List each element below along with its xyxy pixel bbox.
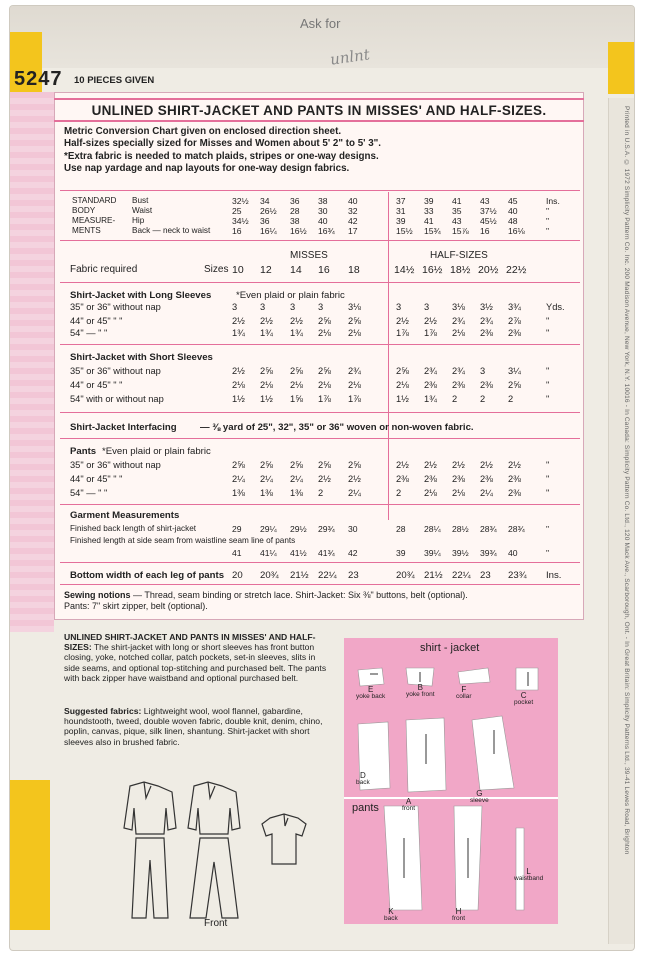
table-cell: 38 — [290, 216, 300, 226]
table-cell: 42 — [348, 216, 358, 226]
table-cell: 2½ — [396, 316, 409, 326]
table-cell: 1⅜ — [290, 488, 303, 498]
yardage-row-label: 54" with or without nap — [70, 394, 164, 404]
table-cell-unit: Yds. — [546, 302, 565, 312]
table-cell: 2⅝ — [260, 460, 273, 470]
table-cell: 36 — [260, 216, 270, 226]
table-cell: 41 — [232, 548, 242, 558]
piece-label-k — [384, 908, 398, 922]
table-cell: 45 — [508, 196, 518, 206]
short-sleeves-title: Shirt-Jacket with Short Sleeves — [70, 352, 213, 363]
piece-label-d — [356, 772, 370, 786]
yardage-row-label: 44" or 45" " " — [70, 474, 123, 484]
piece-letter: C — [520, 691, 527, 700]
table-cell: 2¾ — [348, 366, 361, 376]
table-cell: 15⅞ — [452, 226, 469, 236]
table-cell-unit: " — [546, 206, 550, 216]
table-rule — [60, 240, 580, 241]
table-cell-unit: " — [546, 460, 550, 470]
table-cell: 2⅜ — [452, 380, 465, 390]
yellow-tab-bottom-left — [10, 780, 50, 930]
table-cell: 1½ — [232, 394, 245, 404]
table-rule — [60, 344, 580, 345]
size-heading: 16½ — [422, 264, 443, 276]
table-cell: 2½ — [318, 474, 331, 484]
table-cell: 36 — [290, 196, 300, 206]
table-rule — [388, 192, 389, 520]
fabrics-heading: Suggested fabrics: — [64, 706, 142, 716]
piece-letter: H — [455, 907, 462, 916]
yardage-row-label: 44" or 45" " " — [70, 316, 123, 326]
measurement-label: MENTS — [72, 226, 101, 235]
measurement-label: BODY — [72, 206, 96, 215]
table-cell: 23 — [480, 570, 491, 581]
intro-line: Use nap yardage and nap layouts for one-way design fabrics. — [64, 163, 350, 175]
diagram-pants-label: pants — [352, 802, 379, 814]
table-cell: 23¾ — [508, 570, 527, 581]
table-cell: 3 — [480, 366, 486, 376]
table-cell: 2⅛ — [318, 328, 331, 338]
table-cell: 1½ — [396, 394, 409, 404]
table-cell: 2⅛ — [348, 328, 361, 338]
table-cell: 2⅝ — [318, 366, 331, 376]
table-cell: 1⅜ — [260, 488, 273, 498]
garment-description — [64, 632, 332, 683]
table-cell: 41¼ — [260, 548, 277, 558]
table-cell: 2½ — [424, 316, 437, 326]
table-cell: 3¼ — [508, 366, 521, 376]
publisher-fineprint: Printed in U.S.A. © 1972 Simplicity Pattern Co. Inc. 200 Madison Avenue, New York, N.Y. 10016 - In Canada: Simplicity Pattern Co. Ltd., 120 Mack Ave., Scarborough, Ont. - In Great Britain: Simplicity Patterns Ltd., 39-41 Lewes Road, Brighton — [623, 106, 630, 855]
long-sleeves-note: *Even plaid or plain fabric — [236, 290, 345, 301]
table-cell: 1½ — [260, 394, 273, 404]
table-cell: 3 — [424, 302, 430, 312]
piece-name: sleeve — [470, 797, 489, 804]
table-cell: 28½ — [452, 524, 469, 534]
piece-label-e — [356, 686, 385, 700]
table-cell: 3 — [396, 302, 402, 312]
garment-sketches — [110, 778, 330, 928]
table-cell: 42 — [348, 548, 358, 558]
table-cell: 21½ — [424, 570, 443, 581]
table-rule — [60, 190, 580, 191]
table-cell: 1⅞ — [348, 394, 361, 404]
table-cell: 2⅜ — [508, 488, 521, 498]
table-cell: 21½ — [290, 570, 309, 581]
flap-text: Ask for — [300, 16, 341, 31]
handwritten-note: unlnt — [328, 45, 371, 69]
table-cell: 40 — [508, 206, 518, 216]
table-cell: 2 — [452, 394, 458, 404]
piece-name: back — [356, 779, 370, 786]
table-cell-unit: " — [546, 366, 550, 376]
piece-letter: E — [367, 685, 374, 694]
table-cell: 2 — [480, 394, 486, 404]
piece-letter: G — [476, 789, 483, 798]
table-cell: 28 — [290, 206, 300, 216]
piece-name: front — [452, 915, 466, 922]
sketch-caption: Front — [204, 918, 228, 929]
table-cell: 22¼ — [318, 570, 337, 581]
size-heading: 10 — [232, 264, 244, 276]
pink-strip-left — [10, 92, 54, 632]
table-cell: 20 — [232, 570, 243, 581]
table-cell-unit: Ins. — [546, 570, 562, 581]
table-cell: 25 — [232, 206, 242, 216]
table-rule — [60, 504, 580, 505]
table-cell-unit: " — [546, 226, 550, 236]
table-cell: 41 — [424, 216, 434, 226]
table-cell: 2½ — [424, 460, 437, 470]
table-cell: 41½ — [290, 548, 307, 558]
table-cell: 2⅝ — [348, 460, 361, 470]
long-sleeves-title: Shirt-Jacket with Long Sleeves — [70, 290, 212, 301]
size-heading: 22½ — [506, 264, 527, 276]
half-sizes-header: HALF-SIZES — [430, 250, 488, 261]
piece-name: yoke back — [356, 693, 386, 700]
table-cell: 32½ — [232, 196, 249, 206]
table-cell: 2 — [318, 488, 324, 498]
table-cell: 32 — [348, 206, 358, 216]
garment-measurements-title: Garment Measurements — [70, 510, 180, 521]
table-cell: 2¾ — [480, 316, 493, 326]
table-rule — [60, 584, 580, 585]
table-cell-unit: " — [546, 394, 550, 404]
table-cell: 1¾ — [232, 328, 245, 338]
piece-name: yoke front — [406, 691, 435, 698]
side-seam-label: Finished length at side seam from waistline seam line of pants — [70, 536, 296, 545]
piece-label-h — [452, 908, 465, 922]
table-cell: 2⅝ — [318, 460, 331, 470]
table-cell: 3¾ — [508, 302, 521, 312]
table-cell-unit: " — [546, 488, 550, 498]
table-cell: 2⅛ — [260, 380, 273, 390]
table-cell: 30 — [318, 206, 328, 216]
table-cell: 23 — [348, 570, 359, 581]
table-cell: 2½ — [480, 460, 493, 470]
table-cell: 3 — [260, 302, 266, 312]
yardage-row-label: 35" or 36" without nap — [70, 302, 161, 312]
table-cell: 1⅞ — [396, 328, 409, 338]
table-cell: 20¾ — [260, 570, 279, 581]
piece-letter: K — [388, 907, 394, 916]
table-cell: 28¼ — [424, 524, 441, 534]
table-cell: 2⅜ — [480, 328, 493, 338]
piece-label-f — [456, 686, 472, 700]
table-cell-unit: " — [546, 548, 550, 558]
interfacing-text: — ⅜ yard of 25", 32", 35" or 36" woven or non-woven fabric. — [200, 422, 474, 433]
pattern-number: 5247 — [14, 68, 63, 90]
table-cell: 16½ — [290, 226, 307, 236]
table-cell: 2⅜ — [424, 380, 437, 390]
table-cell: 26½ — [260, 206, 277, 216]
table-cell: 29½ — [290, 524, 307, 534]
table-cell: 1⅝ — [290, 394, 303, 404]
table-cell: 40 — [348, 196, 358, 206]
description-text: The shirt-jacket with long or short sleeves has front button closing, yoke, notched collar, patch pockets, set-in sleeves, slits in side seams, and optional top-stitching and purchased belt. The pants with back zipper have waistband and optional purchased belt. — [64, 642, 327, 683]
table-cell: 1⅜ — [232, 488, 245, 498]
table-cell: 2¼ — [348, 488, 361, 498]
table-cell: 41 — [452, 196, 462, 206]
table-cell: 2⅜ — [508, 328, 521, 338]
table-rule — [60, 282, 580, 283]
table-cell: 2⅜ — [508, 474, 521, 484]
table-cell: 2½ — [508, 460, 521, 470]
sizes-label: Sizes — [204, 264, 229, 275]
table-cell: 2⅝ — [396, 366, 409, 376]
table-rule — [60, 438, 580, 439]
table-cell: 28¾ — [508, 524, 525, 534]
table-cell: 2⅝ — [260, 366, 273, 376]
table-cell: 2¼ — [232, 474, 245, 484]
table-cell: 37 — [396, 196, 406, 206]
table-cell: 2⅜ — [396, 474, 409, 484]
yardage-row-label: 44" or 45" " " — [70, 380, 123, 390]
table-cell-unit: Ins. — [546, 196, 560, 206]
table-cell: 30 — [348, 524, 358, 534]
table-cell-unit: " — [546, 524, 550, 534]
size-heading: 16 — [318, 264, 330, 276]
fabric-required-label: Fabric required — [70, 264, 138, 275]
table-cell: 43 — [480, 196, 490, 206]
table-cell: 43 — [452, 216, 462, 226]
table-cell: 2¼ — [290, 474, 303, 484]
table-cell: 2⅝ — [232, 460, 245, 470]
table-cell: 28 — [396, 524, 406, 534]
pieces-given: 10 PIECES GIVEN — [74, 75, 155, 86]
pants-note: *Even plaid or plain fabric — [102, 446, 211, 457]
table-cell: 1⅞ — [424, 328, 437, 338]
misses-header: MISSES — [290, 250, 328, 261]
fabrics-text: Lightweight wool, wool flannel, gabardine, houndstooth, tweed, double woven fabric, double knit, denim, chino, poplin, canvas, pique, silk linen, shantung. Shirt-jacket with short sleeves also in brushed fabric. — [64, 706, 323, 747]
table-cell: 16¾ — [318, 226, 335, 236]
table-cell: 34 — [260, 196, 270, 206]
piece-letter: F — [461, 685, 467, 694]
table-cell: 29¾ — [318, 524, 335, 534]
yardage-row-label: 54" — " " — [70, 328, 108, 338]
table-rule — [60, 412, 580, 413]
measurement-row-label: Bust — [132, 196, 149, 205]
table-cell: 2 — [508, 394, 514, 404]
table-cell: 2⅛ — [232, 380, 245, 390]
table-cell: 2¾ — [452, 316, 465, 326]
table-cell: 34½ — [232, 216, 249, 226]
table-cell: 2⅛ — [348, 380, 361, 390]
table-cell: 2¼ — [260, 474, 273, 484]
measurement-label: MEASURE- — [72, 216, 116, 225]
table-cell: 41¾ — [318, 548, 335, 558]
measurement-row-label: Back — neck to waist — [132, 226, 211, 235]
bottom-width-label: Bottom width of each leg of pants — [70, 570, 225, 581]
table-cell: 3⅛ — [348, 302, 361, 312]
table-cell: 2½ — [290, 316, 303, 326]
table-cell: 37½ — [480, 206, 497, 216]
size-heading: 14 — [290, 264, 302, 276]
piece-label-g — [470, 790, 489, 804]
table-cell: 2⅜ — [424, 474, 437, 484]
table-cell: 2½ — [348, 474, 361, 484]
table-cell: 16⅛ — [508, 226, 525, 236]
table-cell-unit: " — [546, 474, 550, 484]
side-strip-right — [608, 98, 634, 944]
description-heading: UNLINED SHIRT-JACKET AND PANTS IN MISSES' AND HALF-SIZES: — [64, 632, 316, 653]
intro-lines — [64, 126, 381, 176]
table-cell: 2¼ — [480, 488, 493, 498]
table-cell: 1¾ — [260, 328, 273, 338]
table-cell: 39 — [424, 196, 434, 206]
size-heading: 12 — [260, 264, 272, 276]
table-cell: 1¾ — [290, 328, 303, 338]
table-cell: 28¾ — [480, 524, 497, 534]
table-cell: 1⅞ — [318, 394, 331, 404]
size-heading: 14½ — [394, 264, 415, 276]
table-cell: 2⅛ — [452, 328, 465, 338]
table-cell: 2⅜ — [452, 474, 465, 484]
table-cell: 2⅛ — [318, 380, 331, 390]
intro-line: *Extra fabric is needed to match plaids, stripes or one-way designs. — [64, 150, 379, 162]
interfacing-title: Shirt-Jacket Interfacing — [70, 422, 177, 433]
table-cell: 29¼ — [260, 524, 277, 534]
piece-label-l — [514, 868, 543, 882]
table-cell: 1¾ — [424, 394, 437, 404]
table-cell: 3⅛ — [452, 302, 465, 312]
piece-name: front — [402, 805, 416, 812]
size-heading: 18½ — [450, 264, 471, 276]
table-cell: 2⅝ — [318, 316, 331, 326]
table-cell: 2⅛ — [452, 488, 465, 498]
table-cell: 3 — [232, 302, 238, 312]
yellow-tab-right — [608, 42, 634, 94]
table-cell: 2⅝ — [290, 366, 303, 376]
measurement-row-label: Hip — [132, 216, 145, 225]
table-cell: 16 — [480, 226, 490, 236]
piece-letter: B — [417, 683, 423, 692]
table-cell: 2½ — [232, 366, 245, 376]
piece-label-b — [406, 684, 435, 698]
table-cell: 2⅜ — [480, 474, 493, 484]
table-cell: 39 — [396, 216, 406, 226]
piece-letter: A — [405, 797, 412, 806]
table-cell: 48 — [508, 216, 518, 226]
notions-text: — Thread, seam binding or stretch lace. Shirt-Jacket: Six ⅜" buttons, belt (optional). — [133, 590, 468, 600]
table-cell: 2⅜ — [480, 380, 493, 390]
piece-letter: L — [526, 867, 531, 876]
piece-name: collar — [456, 693, 472, 700]
table-cell: 33 — [424, 206, 434, 216]
notions-line2: Pants: 7" skirt zipper, belt (optional). — [64, 601, 208, 611]
yardage-row-label: 35" or 36" without nap — [70, 366, 161, 376]
pants-title: Pants — [70, 446, 97, 457]
table-cell: 20¾ — [396, 570, 415, 581]
table-cell-unit: " — [546, 380, 550, 390]
table-cell: 2¾ — [452, 366, 465, 376]
table-cell: 15¾ — [424, 226, 441, 236]
table-rule — [60, 562, 580, 563]
table-cell: 31 — [396, 206, 406, 216]
measurement-label: STANDARD — [72, 196, 117, 205]
table-cell-unit: " — [546, 328, 550, 338]
table-cell: 38 — [318, 196, 328, 206]
table-cell: 2⅝ — [290, 460, 303, 470]
intro-line: Half-sizes specially sized for Misses and Women about 5' 2" to 5' 3". — [64, 138, 382, 150]
table-cell: 2⅞ — [508, 316, 521, 326]
table-cell: 16 — [232, 226, 242, 236]
table-cell: 15½ — [396, 226, 413, 236]
intro-line: Metric Conversion Chart given on enclosed direction sheet. — [64, 126, 342, 137]
pattern-title: UNLINED SHIRT-JACKET AND PANTS IN MISSES' AND HALF-SIZES. — [54, 98, 584, 122]
table-cell: 45½ — [480, 216, 497, 226]
table-cell: 2 — [396, 488, 402, 498]
piece-name: pocket — [514, 699, 534, 706]
table-cell: 2½ — [260, 316, 273, 326]
table-cell: 3 — [318, 302, 324, 312]
table-cell: 2½ — [452, 460, 465, 470]
table-cell: 2½ — [232, 316, 245, 326]
table-cell: 3 — [290, 302, 296, 312]
table-cell: 2⅝ — [348, 316, 361, 326]
size-heading: 18 — [348, 264, 360, 276]
table-cell: 3½ — [480, 302, 493, 312]
table-cell: 2⅝ — [508, 380, 521, 390]
piece-name: waistband — [514, 875, 544, 882]
table-cell: 2⅛ — [290, 380, 303, 390]
notions-label: Sewing notions — [64, 590, 131, 600]
table-cell: 22¼ — [452, 570, 471, 581]
table-cell-unit: " — [546, 216, 550, 226]
table-cell: 39½ — [452, 548, 469, 558]
table-cell: 2⅛ — [396, 380, 409, 390]
table-cell: 39¾ — [480, 548, 497, 558]
table-cell: 40 — [508, 548, 518, 558]
suggested-fabrics — [64, 706, 332, 747]
table-cell: 40 — [318, 216, 328, 226]
yardage-row-label: 35" or 36" without nap — [70, 460, 161, 470]
table-cell: 2⅛ — [424, 488, 437, 498]
piece-name: back — [384, 915, 398, 922]
table-cell: 2½ — [396, 460, 409, 470]
piece-label-c — [514, 692, 533, 706]
back-length-label: Finished back length of shirt-jacket — [70, 524, 197, 533]
table-cell-unit: " — [546, 316, 550, 326]
table-cell: 29 — [232, 524, 242, 534]
measurement-row-label: Waist — [132, 206, 153, 215]
table-cell: 2¾ — [424, 366, 437, 376]
size-heading: 20½ — [478, 264, 499, 276]
table-cell: 39 — [396, 548, 406, 558]
table-cell: 17 — [348, 226, 358, 236]
table-cell: 39¼ — [424, 548, 441, 558]
piece-letter: D — [359, 771, 366, 780]
sewing-notions — [64, 590, 574, 612]
yardage-row-label: 54" — " " — [70, 488, 108, 498]
piece-label-a — [402, 798, 415, 812]
table-cell: 35 — [452, 206, 462, 216]
table-cell: 16¼ — [260, 226, 277, 236]
diagram-title: shirt - jacket — [420, 642, 480, 654]
